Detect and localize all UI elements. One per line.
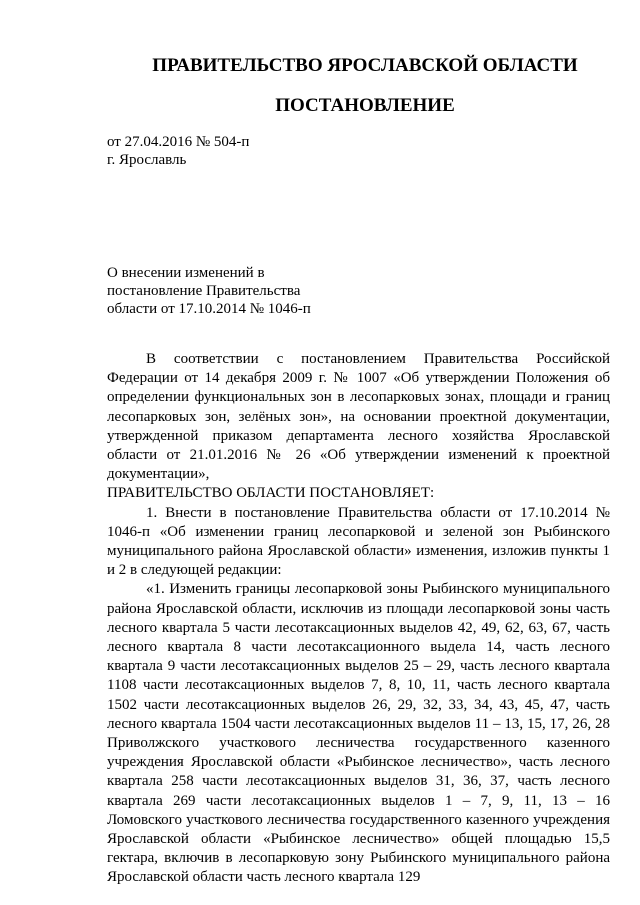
subject-line-2: постановление Правительства	[107, 283, 301, 299]
subject-line-3: области от 17.10.2014 № 1046-п	[107, 301, 311, 317]
resolves-paragraph: ПРАВИТЕЛЬСТВО ОБЛАСТИ ПОСТАНОВЛЯЕТ:	[107, 485, 435, 502]
date-number: от 27.04.2016 № 504-п	[107, 134, 250, 150]
document-body	[107, 350, 610, 888]
preamble-paragraph: В соответствии с постановлением Правительства Российской Федерации от 14 декабря 2009 г. № 1007 «Об утверждении Положения об определении функциональных зон в лесопарковых зонах, площади и границ лесопарковых зон, зелёных зон», на основании проектной документации, утвержденной приказом департамента лесного хозяйства Ярославской области от 21.01.2016 № 26 «Об утверждении изменений к проектной документации»,	[107, 351, 610, 483]
organization-title: ПРАВИТЕЛЬСТВО ЯРОСЛАВСКОЙ ОБЛАСТИ	[152, 55, 578, 76]
item-1-paragraph: 1. Внести в постановление Правительства области от 17.10.2014 № 1046-п «Об изменении границ лесопарковой и зеленой зон Рыбинского муниципального района Ярославской области» изменения, изложив пункты 1 и 2 в следующей редакции:	[107, 504, 610, 579]
quoted-item-1-paragraph: «1. Изменить границы лесопарковой зоны Рыбинского муниципального района Ярославской области, исключив из площади лесопарковой зоны часть лесного квартала 5 части лесотаксационных выделов 42, 49, 62, 63, 67, часть лесного квартала 8 части лесотаксационного выдела 14, часть лесного квартала 9 части лесотаксационных выделов 25 – 29, часть лесного квартала 1108 части лесотаксационных выделов 7, 8, 10, 11, часть лесного квартала 1502 части лесотаксационных выделов 26, 29, 32, 33, 34, 43, 45, 47, часть лесного квартала 1504 части лесотаксационных выделов 11 – 13, 15, 17, 26, 28 Приволжского участкового лесничества государственного казенного учреждения Ярославской области «Рыбинское лесничество», часть лесного квартала 258 части лесотаксационных выделов 31, 36, 37, часть лесного квартала 269 части лесотаксационных выделов 1 – 7, 9, 11, 13 – 16 Ломовского участкового лесничества государственного казенного учреждения Ярославской области «Рыбинское лесничество» общей площадью 15,5 гектара, включив в лесопарковую зону Рыбинского муниципального района Ярославской области часть лесного квартала 129	[107, 581, 610, 886]
city: г. Ярославль	[107, 152, 187, 168]
document-type-title: ПОСТАНОВЛЕНИЕ	[275, 95, 455, 116]
subject-line-1: О внесении изменений в	[107, 265, 265, 281]
